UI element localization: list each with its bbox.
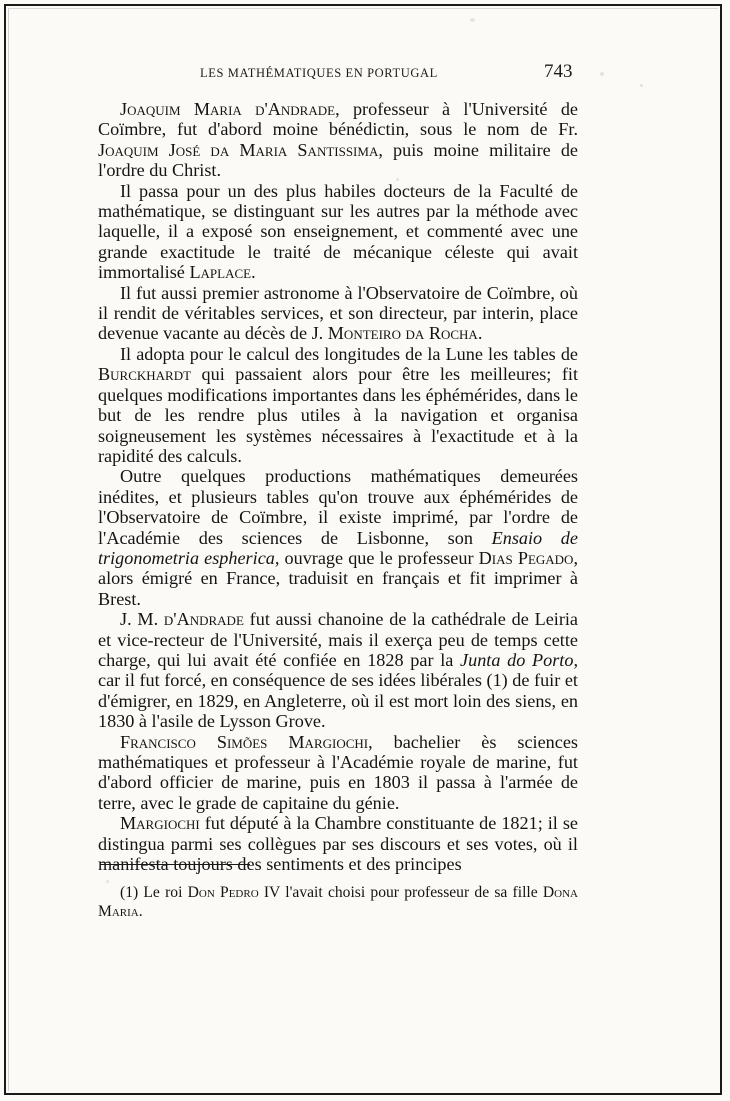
body-text bbox=[98, 99, 578, 874]
text-run: Il adopta pour le calcul des longitudes de la Lune les tables de bbox=[120, 343, 578, 364]
text-run: fut aussi chanoine de la cathédrale de Leiria et vice-recteur de l'Université, mais il exerça peu de temps cette charge, qui lui avait été confiée en 1828 par la bbox=[98, 609, 579, 670]
paragraph bbox=[98, 609, 578, 731]
small-caps-name: d'Andrade bbox=[163, 609, 244, 630]
paragraph bbox=[98, 732, 578, 814]
small-caps-name: Monteiro da Rocha bbox=[327, 323, 478, 344]
text-run: . bbox=[138, 902, 143, 920]
scan-speck bbox=[600, 72, 604, 76]
small-caps-name: Joaquim Maria d'Andrade bbox=[120, 99, 336, 119]
paragraph bbox=[98, 283, 578, 344]
text-run: ouvrage que le professeur bbox=[279, 547, 479, 568]
footnote-text bbox=[98, 884, 578, 921]
footnote bbox=[98, 884, 578, 921]
italic-title: Junta do Porto, bbox=[460, 649, 578, 670]
small-caps-name: Laplace bbox=[189, 262, 252, 283]
text-run: fut député à la Chambre constituante de 1821; il se distingua parmi ses collègues par ses discours et ses votes, où il manifesta toujours des sentiments et des principes bbox=[98, 813, 578, 875]
small-caps-name: Dias Pegado bbox=[478, 547, 574, 568]
small-caps-name: Margiochi bbox=[120, 813, 200, 834]
text-run: , alors émigré en France, traduisit en français et fit imprimer à Brest. bbox=[98, 547, 578, 609]
text-run: , puis moine militaire de l'ordre du Christ. bbox=[98, 139, 579, 181]
italic-title: Ensaio de trigonometria espherica, bbox=[98, 527, 578, 568]
paragraph bbox=[98, 99, 578, 181]
text-run: , professeur à l'Université de Coïmbre, fut d'abord moine bénédictin, sous le nom de Fr. bbox=[98, 99, 578, 140]
text-run: . bbox=[477, 323, 483, 344]
small-caps-name: Don Pedro bbox=[187, 884, 259, 901]
running-title: LES MATHÉMATIQUES EN PORTUGAL bbox=[200, 66, 438, 80]
text-run: Il fut aussi premier astronome à l'Observatoire de Coïmbre, où il rendit de véritables services, et son directeur, par interin, place devenue vacante au décès de J. bbox=[98, 282, 578, 344]
scan-speck bbox=[640, 84, 643, 87]
scan-speck bbox=[470, 18, 475, 22]
paragraph bbox=[98, 813, 578, 874]
text-run: IV l'avait choisi pour professeur de sa fille bbox=[258, 884, 543, 901]
small-caps-name: Joaquim José da Maria Santissima bbox=[98, 139, 379, 160]
paragraph bbox=[98, 466, 578, 609]
paragraph bbox=[98, 344, 578, 466]
footnote-separator bbox=[100, 864, 250, 865]
paragraph bbox=[98, 181, 578, 283]
text-run: J. M. bbox=[120, 609, 164, 630]
text-run: car il fut forcé, en conséquence de ses idées libérales (1) de fuir et d'émigrer, en 1829, en Angleterre, où il est mort loin des siens, en 1830 à l'asile de Lysson Grove. bbox=[98, 670, 578, 732]
text-run: Outre quelques productions mathématiques demeurées inédites, et plusieurs tables qu'on trouve aux éphémérides de l'Observatoire de Coïmbre, il existe imprimé, par l'ordre de l'Académie des sciences de Lisbonne, son bbox=[98, 466, 578, 548]
text-run: . bbox=[251, 262, 256, 283]
text-run: (1) Le roi bbox=[120, 884, 188, 901]
small-caps-name: Burckhardt bbox=[98, 364, 192, 385]
scan-speck bbox=[106, 880, 109, 883]
page-number: 743 bbox=[544, 61, 573, 82]
small-caps-name: Francisco Simões Margiochi bbox=[120, 731, 369, 752]
small-caps-name: Dona Maria bbox=[98, 884, 578, 920]
text-run: , bachelier ès sciences mathématiques et professeur à l'Académie royale de marine, fut d'abord officier de marine, puis en 1803 il passa à l'armée de terre, avec le grade de capitaine du génie. bbox=[98, 731, 578, 813]
text-run: Il passa pour un des plus habiles docteurs de la Faculté de mathématique, se distinguant sur les autres par la méthode avec laquelle, il a exposé son enseignement, et commenté avec une grande exactitude le traité de mécanique céleste qui avait immortalisé bbox=[98, 180, 578, 283]
text-run: qui passaient alors pour être les meilleures; fit quelques modifications importantes dans les éphémérides, dans le but de les rendre plus utiles à la navigation et organisa soigneusement les systèmes nécessaires à l'exactitude et à la rapidité des calculs. bbox=[98, 364, 578, 466]
